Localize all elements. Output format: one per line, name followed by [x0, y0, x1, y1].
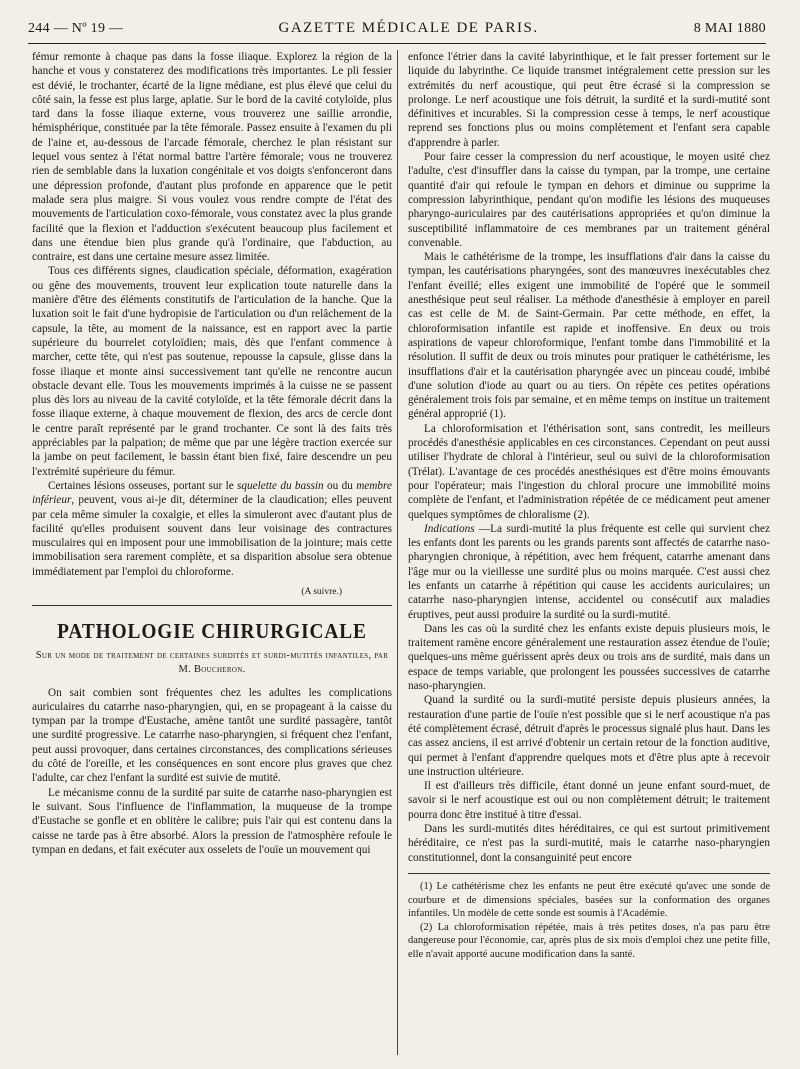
italic-term: squelette du bassin — [237, 479, 324, 492]
paragraph: Le mécanisme connu de la surdité par suite de catarrhe naso-pharyngien est le suivant. Sous l'influence de l'inflammation, la muqueuse de la trompe d'Eustache se gonfle et en oblitère le calibre; puis l'air qui est contenu dans la caisse ne tarde pas à être absorbé. Alors la pression de l'atmosphère refoule le tympan en dedans, et fait exécuter aux osselets de l'ouïe un mouvement qui — [32, 786, 392, 856]
text-run: —La surdi-mutité la plus fréquente est celle qui survient chez les enfants dont les parents ou les grands parents sont affectés de catarrhe naso-pharyngien chronique, à répétition, avec hem fréquent, catarrhe amenant dans l'âge mur ou la vieillesse une surdité plus ou moins marquée. C'est aussi chez les enfants un catarrhe à répétition qui cause les accidents auriculaires; un catarrhe naso-pharyngien intense, accidentel ou consécutif aux maladies éruptives, peut aussi produire la surdité ou la surdi-mutité. — [408, 522, 770, 621]
text-run: , peuvent, vous ai-je dit, déterminer de la claudication; elles peuvent par cela même simuler la coxalgie, et elles la simuleront avec d'autant plus de facilité qu'elles produisent souvent dans leur voisinage des contractures musculaires qui en imposent pour une immobilisation de la jointure; mais cette immobilisation sera rarement complète, et sa disparition absolue sera obtenue immédiatement par l'emploi du chloroforme. — [32, 494, 392, 578]
paragraph: Mais le cathétérisme de la trompe, les insufflations d'air dans la caisse du tympan, les cautérisations pharyngées, sont des manœuvres inexécutables chez l'enfant éveillé; elles exigent une immobilité de l'opéré que le sommeil anesthésique peut seul réaliser. La méthode d'anesthésie à employer en pareil cas est celle de M. de Saint-Germain. Par cette méthode, en effet, la chloroformisation infantile est rapide et inoffensive. En deux ou trois aspirations de vapeur chloroformique, l'enfant tombe dans l'immobilité et la résolution. Il suffit de deux ou trois minutes pour pratiquer le cathétérisme, les insufflations d'air et la cautérisation pharyngée avec un pinceau coudé, imbibé d'une solution d'iode au quart ou au tiers. On répète ces petites opérations généralement trois fois par semaine, et en même temps on institue un traitement général approprié (1). — [408, 251, 770, 421]
paragraph — [408, 522, 770, 622]
paragraph: Quand la surdité ou la surdi-mutité persiste depuis plusieurs années, la restauration d'une partie de l'ouïe n'est possible que si le nerf acoustique n'a pas été complètement écrasé, détruit d'après le processus signalé plus haut. Dans les cas assez anciens, il est arrivé d'obtenir un certain retour de la fonction auditive, qui permet à l'enfant d'apprendre quelques mots et d'être plus apte à recevoir une instruction ultérieure. — [408, 694, 770, 778]
left-column — [32, 50, 392, 857]
paragraph: fémur remonte à chaque pas dans la fosse iliaque. Explorez la région de la hanche et vous y constaterez des modifications très importantes. Le pli fessier est dévié, le trochanter, écarté de la ligne médiane, est plus élevé que celui du côté sain, la fesse est plus large, aplatie. Sur le bord de la cavité cotyloïde, plus tard dans la fosse iliaque externe, vous trouverez une saillie arrondie, hémisphérique, constituée par la tête fémorale. Passez ensuite à l'examen du pli de l'aine et, au-dessous de l'arcade fémorale, cherchez le plan résistant sur lequel vous sentez à l'état normal battre l'artère fémorale; vous ne trouverez rien de semblable dans la luxation congénitale et vos doigts s'enfonceront dans une dépression profonde, d'autant plus profonde en apparence que le petit malade sera plus maigre. Si vous voulez vous rendre compte de l'état des mouvements de l'articulation coxo-fémorale, vous constatez avec la plus grande facilité que la flexion et l'adduction s'exécutent beaucoup plus facilement et dans une étendue bien plus grande qu'à l'ordinaire, que l'abduction, au contraire, est dans une certaine mesure assez limitée. — [32, 51, 392, 264]
footnote-rule — [408, 873, 770, 874]
text-run: Certaines lésions osseuses, portant sur le — [48, 479, 238, 492]
indications-label: Indications — [424, 522, 475, 535]
paragraph: Tous ces différents signes, claudication spéciale, déformation, exagération ou gêne des mouvements, trouvent leur explication toute naturelle dans la manière d'être des éléments constitutifs de l'articulation de la hanche. Que la luxation soit le fait d'une hydropisie de l'articulation ou d'un relâchement de la capsule, la tête, au moment de la naissance, est en rapport avec la partie supérieure du bourrelet cotyloïdien; mais, dès que l'enfant commence à marcher, cette tête, qui n'est pas soutenue, repousse la capsule, glisse dans la fosse iliaque et monte ainsi successivement tant qu'elle ne rencontre aucun obstacle devant elle. Tous les mouvements imprimés à la cuisse ne se passent plus dès lors au niveau de la cavité cotyloïde, et la tête fémorale décrit dans la fosse iliaque externe, à chaque mouvement de flexion, des arcs de cercle dont le centre paraît représenté par le grand trochanter. Ce sont là des faits très appréciables par la palpation; de même que par une légère traction exercée sur la jambe on peut facilement, le bassin étant bien fixé, faire descendre un peu l'extrémité supérieure du fémur. — [32, 265, 392, 478]
paragraph: On sait combien sont fréquentes chez les adultes les complications auriculaires du catarrhe naso-pharyngien, qui, en se propageant à la caisse du tympan par la trompe d'Eustache, amène tantôt une surdité passagère, tantôt une surdité progressive. Le catarrhe naso-pharyngien, si fréquent chez l'enfant, peut aussi provoquer, dans certaines circonstances, des complications sérieuses du côté de l'oreille, et les conséquences en sont encore plus graves que chez l'adulte, car chez l'enfant la surdité est suivie de mutité. — [32, 686, 392, 785]
right-column — [408, 50, 770, 961]
paragraph: Pour faire cesser la compression du nerf acoustique, le moyen usité chez l'adulte, c'est d'insuffler dans la caisse du tympan, par la trompe, une certaine quantité d'air qui refoule le tympan en dehors et diminue ou supprime la compression labyrinthique, pendant qu'on modifie les lésions des muqueuses pharyngo-auriculaires par des cautérisations appropriées et qu'on diminue la susceptibilité inflammatoire de ces membranes par un traitement général convenable. — [408, 151, 770, 249]
paragraph — [32, 479, 392, 579]
paragraph: La chloroformisation et l'éthérisation sont, sans contredit, les meilleurs procédés d'anesthésie applicables en ces circonstances. Cependant on peut aussi utiliser l'hydrate de chloral à l'intérieur, seul ou suivi de la chloroformisation (Trélat). L'avantage de ces procédés anesthésiques est d'être moins émouvants pour l'opérateur; mais l'ingestion du chloral procure une immobilité moins complète de l'enfant, et l'administration répétée de ce médicament peut amener quelques symptômes de chloralisme (2). — [408, 422, 770, 521]
to-be-continued: (A suivre.) — [301, 586, 342, 597]
footnote: (1) Le cathétérisme chez les enfants ne peut être exécuté qu'avec une sonde de courbure et de dimensions spéciales, basées sur la conformation des organes infantiles. Un modèle de cette sonde est soumis à l'Académie. — [408, 880, 770, 920]
header-rule — [28, 43, 766, 44]
section-title: PATHOLOGIE CHIRURGICALE — [57, 619, 367, 644]
journal-title: GAZETTE MÉDICALE DE PARIS. — [278, 20, 539, 36]
text-run: ou du — [323, 479, 357, 492]
italic-term: membre inférieur — [32, 479, 393, 507]
paragraph: enfonce l'étrier dans la cavité labyrinthique, et le fait presser fortement sur le liquide du labyrinthe. Ce liquide transmet intégralement cette pression sur les extrémités du nerf acoustique, qui peut être écrasé si la compression se prolonge. Le nerf acoustique une fois détruit, la surdité et la surdi-mutité sont définitives et incurables. Si la compression cesse à temps, le nerf acoustique reprend ses fonctions plus ou moins complètement et l'enfant sera capable d'apprendre à parler. — [408, 51, 770, 149]
column-divider — [397, 50, 398, 1055]
page-header — [28, 20, 766, 40]
footnote: (2) La chloroformisation répétée, mais à très petites doses, n'a pas paru être dangereuse pour l'économie, car, après plus de six mois d'emploi chez une petite fille, elle n'avait apporté aucune modification dans la santé. — [408, 921, 770, 960]
paragraph: Dans les surdi-mutités dites héréditaires, ce qui est surtout primitivement héréditaire, ce n'est pas la surdi-mutité, mais le catarrhe naso-pharyngien constitutionnel, dont la consanguinité peut encore — [408, 823, 770, 864]
footnotes — [408, 880, 770, 962]
issue-date: 8 MAI 1880 — [693, 21, 766, 36]
paragraph: Il est d'ailleurs très difficile, étant donné un jeune enfant sourd-muet, de savoir si le nerf acoustique est oui ou non complètement détruit; le traitement pourra donc être institué à titre d'essai. — [408, 780, 770, 821]
article-title: Sur un mode de traitement de certaines surdités et surdi-mutités infantiles, par M. Boucheron. — [35, 649, 389, 675]
paragraph: Dans les cas où la surdité chez les enfants existe depuis plusieurs mois, le traitement ramène encore généralement une restauration assez étendue de l'ouïe; quelques-uns même guérissent après deux ou trois ans de surdité, mais dans un espace de temps variable, que prolongent les poussées successives de catarrhe naso-pharyngien. — [408, 622, 770, 693]
section-rule — [32, 605, 392, 606]
page-number: 244 — Nº 19 — — [28, 21, 124, 36]
